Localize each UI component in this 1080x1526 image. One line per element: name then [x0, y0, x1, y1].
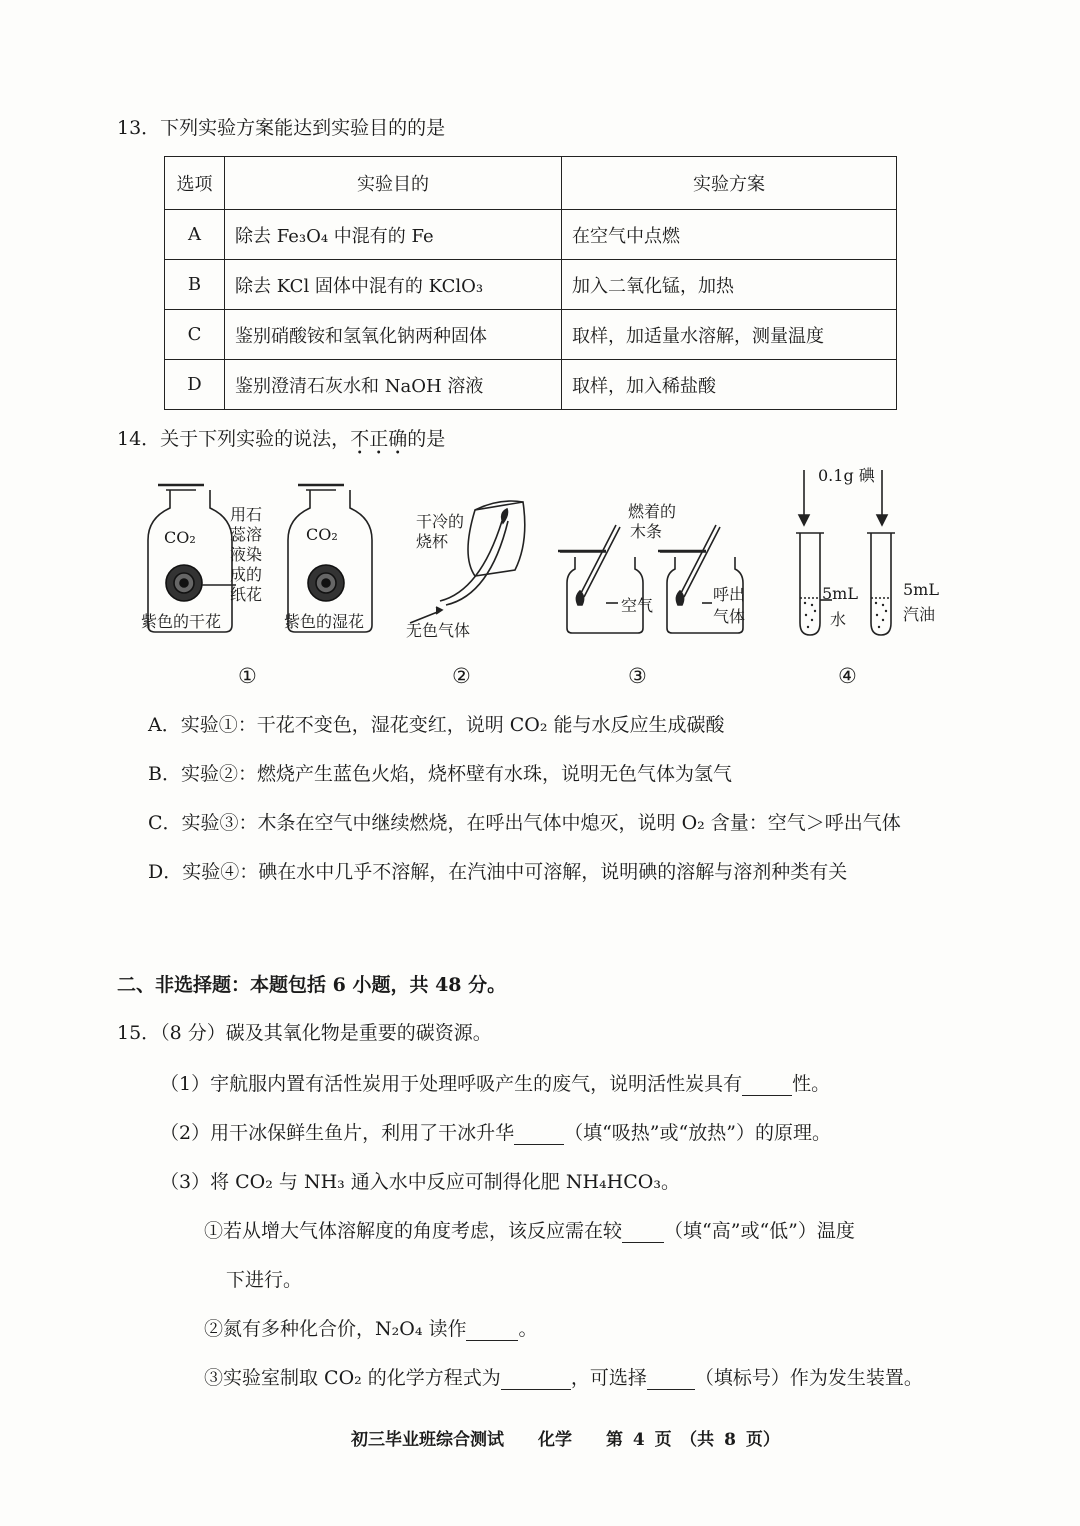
- exp2-cup-label: [416, 512, 464, 552]
- stick-line: 燃着的: [628, 502, 677, 521]
- q15-part1-text: （1）宇航服内置有活性炭用于处理呼吸产生的废气，说明活性炭具有: [160, 1073, 743, 1095]
- exp4-oil-label: 汽油: [903, 605, 936, 624]
- q14-stem: [117, 427, 445, 451]
- breath-line: 呼出: [713, 585, 746, 604]
- plan-cell: 加入二氧化锰，加热: [562, 260, 897, 310]
- exp1-number: ①: [238, 664, 257, 688]
- plan-cell: 取样，加入稀盐酸: [562, 360, 897, 410]
- option-cell: C: [165, 310, 225, 360]
- cup-line: 烧杯: [416, 532, 449, 551]
- stick-line: 木条: [630, 522, 663, 541]
- q14-stem-post: 的是: [407, 428, 446, 450]
- option-cell: B: [165, 260, 225, 310]
- test-tube-gasoline: [867, 470, 895, 635]
- q15-part2: [160, 1121, 831, 1145]
- q15-sub3: [204, 1366, 923, 1390]
- option-cell: D: [165, 360, 225, 410]
- table-header-option: 选项: [165, 157, 225, 210]
- q14-stem-emph: 确: [388, 428, 408, 450]
- table-row: [165, 310, 897, 360]
- exp3-breath-label: [713, 584, 745, 628]
- flower-icon: [166, 565, 202, 601]
- section-heading: 二、非选择题：本题包括 6 小题，共 48 分。: [117, 974, 507, 996]
- exp3-stick-label: [628, 502, 676, 542]
- flower-icon: [308, 565, 344, 601]
- note-line: 成的: [230, 565, 263, 584]
- q15-sub1-tail: （填“高”或“低”）温度: [664, 1220, 855, 1242]
- q14-stem-pre: 14．关于下列实验的说法，: [117, 428, 351, 450]
- exp4-water-label: 水: [830, 610, 847, 629]
- answer-blank[interactable]: [514, 1126, 564, 1145]
- exp4-water-vol: 5mL: [822, 584, 858, 603]
- q15-sub2-tail: 。: [518, 1318, 538, 1340]
- page-footer: 初三毕业班综合测试 化学 第 4 页 （共 8 页）: [351, 1430, 780, 1450]
- answer-blank[interactable]: [742, 1077, 792, 1096]
- q14-stem-emph: 不: [350, 428, 370, 450]
- q15-sub2: [204, 1317, 538, 1341]
- test-tube-water: [796, 470, 832, 635]
- q15-sub3-mid: ，可选择: [570, 1367, 647, 1389]
- note-line: 液染: [230, 545, 263, 564]
- q14-stem-emph: 正: [369, 428, 389, 450]
- q15-part2-tail: （填“吸热”或“放热”）的原理。: [564, 1122, 831, 1144]
- q14-option-c: C．实验③：木条在空气中继续燃烧，在呼出气体中熄灭，说明 O₂ 含量：空气＞呼出气体: [148, 812, 901, 834]
- table-header-plan: 实验方案: [562, 157, 897, 210]
- q15-part3: （3）将 CO₂ 与 NH₃ 通入水中反应可制得化肥 NH₄HCO₃。: [160, 1171, 680, 1193]
- q13-stem: 13．下列实验方案能达到实验目的的是: [117, 117, 446, 139]
- plan-cell: 在空气中点燃: [562, 210, 897, 260]
- q15-part2-text: （2）用干冰保鲜生鱼片，利用了干冰升华: [160, 1122, 515, 1144]
- exp3-air-label: 空气: [621, 596, 654, 615]
- exp2-gas-label: 无色气体: [406, 621, 471, 640]
- exp3-number: ③: [628, 664, 647, 688]
- exp1-note: [230, 505, 262, 605]
- q15-sub1-cont: 下进行。: [226, 1269, 303, 1291]
- exp2-number: ②: [452, 664, 471, 688]
- goal-cell: 鉴别澄清石灰水和 NaOH 溶液: [225, 360, 562, 410]
- note-line: 蕊溶: [230, 525, 263, 544]
- goal-cell: 除去 Fe₃O₄ 中混有的 Fe: [225, 210, 562, 260]
- q13-table: [164, 156, 897, 410]
- q15-part1: [160, 1072, 830, 1096]
- exp1-gas1-label: CO₂: [164, 528, 196, 547]
- cup-line: 干冷的: [416, 512, 465, 531]
- breath-line: 气体: [713, 607, 746, 626]
- answer-blank[interactable]: [647, 1371, 695, 1390]
- q15-sub1-text: ①若从增大气体溶解度的角度考虑，该反应需在较: [204, 1220, 623, 1242]
- table-row: [165, 360, 897, 410]
- note-line: 纸花: [230, 585, 263, 604]
- q15-sub1: [204, 1219, 855, 1243]
- note-line: 用石: [230, 505, 263, 524]
- q15-sub2-text: ②氮有多种化合价，N₂O₄ 读作: [204, 1318, 467, 1340]
- table-header-row: [165, 157, 897, 210]
- exp4-iodine-label: 0.1g 碘: [818, 466, 875, 485]
- q15-sub3-tail: （填标号）作为发生装置。: [694, 1367, 923, 1389]
- q15-stem: 15．（8 分）碳及其氧化物是重要的碳资源。: [117, 1022, 492, 1044]
- option-cell: A: [165, 210, 225, 260]
- goal-cell: 除去 KCl 固体中混有的 KClO₃: [225, 260, 562, 310]
- goal-cell: 鉴别硝酸铵和氢氧化钠两种固体: [225, 310, 562, 360]
- exp4-number: ④: [838, 664, 857, 688]
- exp1-gas2-label: CO₂: [306, 525, 338, 544]
- q15-sub3-text: ③实验室制取 CO₂ 的化学方程式为: [204, 1367, 501, 1389]
- answer-blank[interactable]: [501, 1371, 571, 1390]
- exp1-dry-label: 紫色的干花: [141, 612, 222, 631]
- q15-part1-tail: 性。: [792, 1073, 831, 1095]
- q14-option-b: B．实验②：燃烧产生蓝色火焰，烧杯壁有水珠，说明无色气体为氢气: [148, 763, 732, 785]
- table-row: [165, 210, 897, 260]
- table-row: [165, 260, 897, 310]
- answer-blank[interactable]: [622, 1224, 664, 1243]
- q14-option-d: D．实验④：碘在水中几乎不溶解，在汽油中可溶解，说明碘的溶解与溶剂种类有关: [148, 861, 848, 883]
- table-header-goal: 实验目的: [225, 157, 562, 210]
- q14-option-a: A．实验①：干花不变色，湿花变红，说明 CO₂ 能与水反应生成碳酸: [148, 714, 725, 736]
- answer-blank[interactable]: [466, 1322, 518, 1341]
- exp1-wet-label: 紫色的湿花: [284, 612, 365, 631]
- plan-cell: 取样，加适量水溶解，测量温度: [562, 310, 897, 360]
- exp4-oil-vol: 5mL: [903, 580, 939, 599]
